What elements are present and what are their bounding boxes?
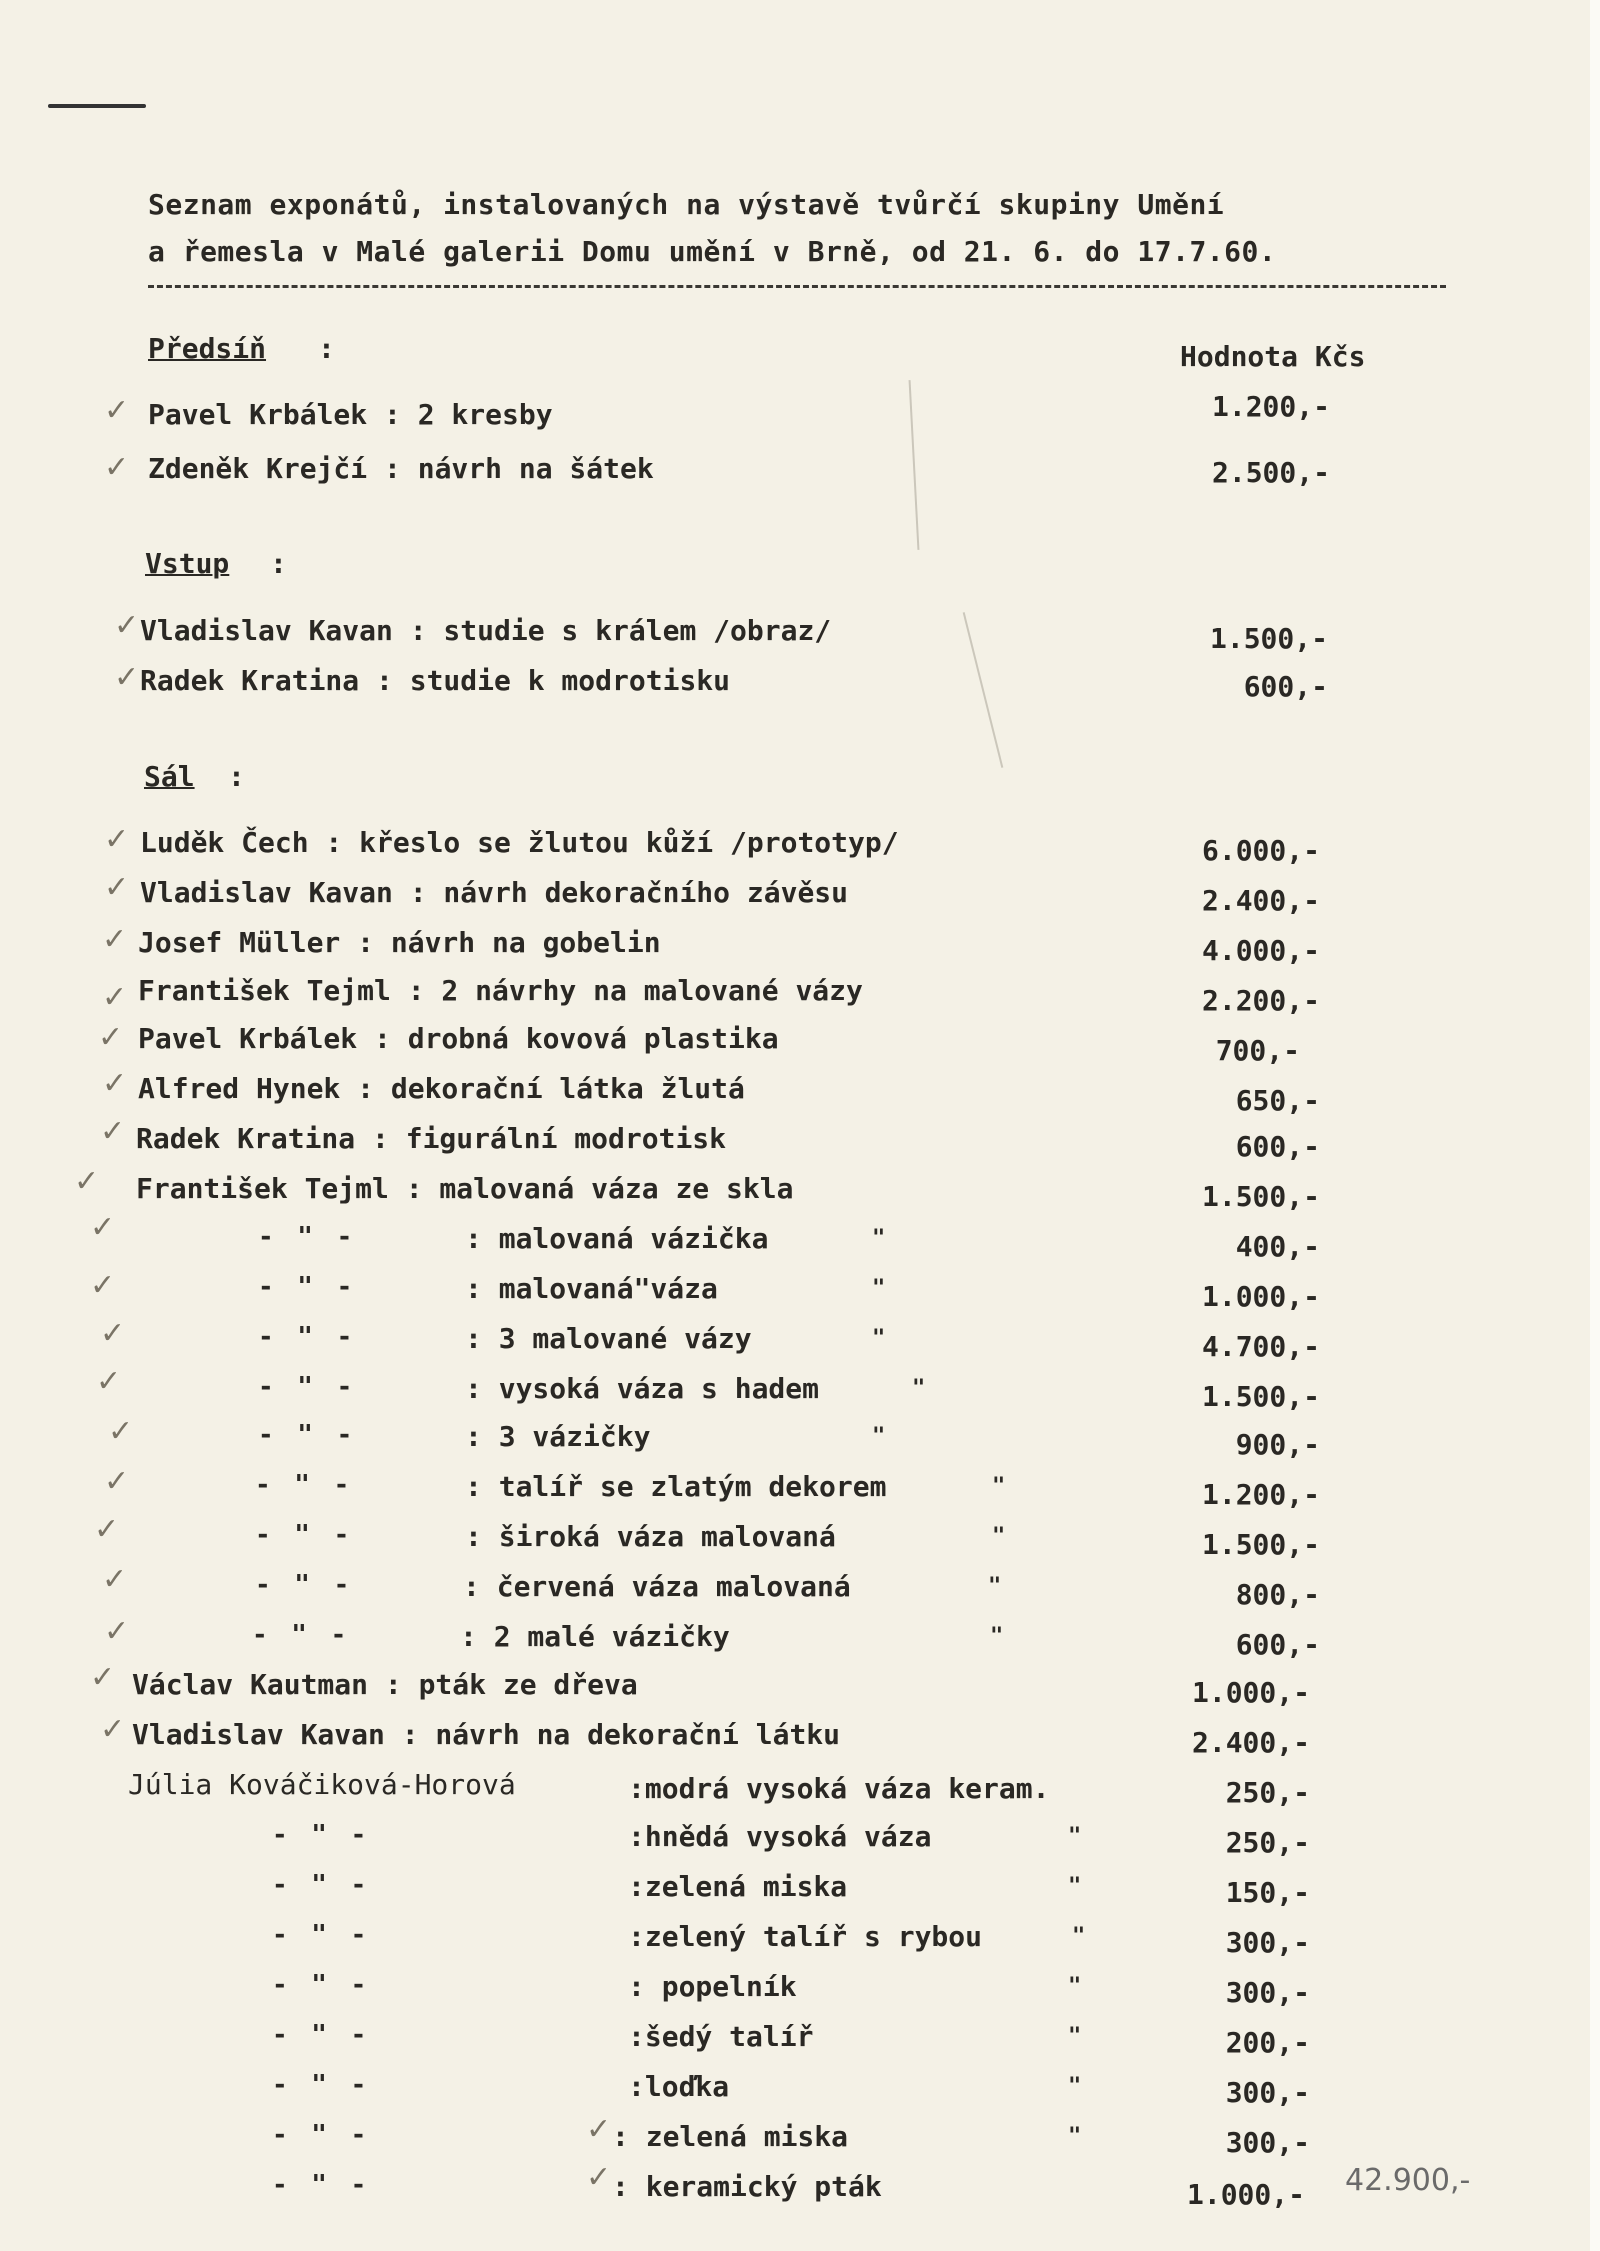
list-item-price: 600,-	[1243, 670, 1328, 703]
list-item-text: : vysoká váza s hadem	[465, 1372, 820, 1405]
ditto-quote: "	[912, 1376, 926, 1401]
list-item-text: Radek Kratina : figurální modrotisk	[136, 1122, 727, 1155]
list-item-price: 1.500,-	[1201, 1180, 1320, 1213]
section-colon: :	[270, 547, 287, 580]
list-item-text: :hnědá vysoká váza	[628, 1820, 932, 1853]
list-item-text: : talíř se zlatým dekorem	[465, 1470, 887, 1503]
check-mark-icon: ✓	[104, 393, 130, 428]
list-item-text: : popelník	[628, 1970, 797, 2003]
ditto-quote: "	[1068, 1974, 1082, 1999]
list-item-text: :zelená miska	[628, 1870, 848, 1903]
list-item-price: 600,-	[1235, 1628, 1320, 1661]
list-item-text: :loďka	[628, 2070, 730, 2103]
ditto-quote: "	[988, 1574, 1002, 1599]
ditto-quote: "	[990, 1624, 1004, 1649]
check-mark-icon: ✓	[586, 2160, 612, 2195]
list-item-text: Zdeněk Krejčí : návrh na šátek	[148, 452, 654, 485]
list-item-price: 600,-	[1235, 1130, 1320, 1163]
check-mark-icon: ✓	[104, 822, 130, 857]
list-item-price: 2.200,-	[1201, 984, 1320, 1017]
list-item-price: 800,-	[1235, 1578, 1320, 1611]
grand-total: 42.900,-	[1345, 2163, 1471, 2198]
list-item-price: 400,-	[1235, 1230, 1320, 1263]
check-mark-icon: ✓	[90, 1210, 116, 1245]
ditto-mark: - " -	[272, 1870, 371, 1900]
list-item-price: 300,-	[1225, 1976, 1310, 2009]
ditto-quote: "	[992, 1474, 1006, 1499]
section-heading-predsin: Předsíň	[148, 332, 267, 365]
section-heading-sal: Sál	[144, 760, 195, 793]
list-item-text: : zelená miska	[612, 2120, 849, 2153]
check-mark-icon: ✓	[104, 450, 130, 485]
list-item-text: : 3 vázičky	[465, 1420, 651, 1453]
ditto-mark: - " -	[272, 2020, 371, 2050]
ditto-mark: - " -	[272, 2070, 371, 2100]
ditto-quote: "	[1068, 1824, 1082, 1849]
list-item-text: Pavel Krbálek : drobná kovová plastika	[138, 1022, 779, 1055]
ditto-mark: - " -	[272, 2170, 371, 2200]
list-item-text: Radek Kratina : studie k modrotisku	[140, 664, 731, 697]
paper-edge	[1590, 0, 1600, 2251]
check-mark-icon: ✓	[102, 980, 128, 1015]
list-item-text: František Tejml : 2 návrhy na malované vázy	[138, 974, 863, 1007]
ditto-quote: "	[1068, 2074, 1082, 2099]
check-mark-icon: ✓	[104, 1614, 130, 1649]
ditto-mark: - " -	[258, 1372, 357, 1402]
list-item-price: 700,-	[1215, 1034, 1300, 1067]
section-colon: :	[318, 332, 335, 365]
list-item-text: Alfred Hynek : dekorační látka žlutá	[138, 1072, 745, 1105]
ditto-mark: - " -	[258, 1272, 357, 1302]
corner-dash-mark	[48, 104, 146, 108]
list-item-price: 1.500,-	[1201, 1380, 1320, 1413]
list-item-price: 6.000,-	[1201, 834, 1320, 867]
ditto-quote: "	[1072, 1924, 1086, 1949]
check-mark-icon: ✓	[74, 1164, 100, 1199]
ditto-quote: "	[992, 1524, 1006, 1549]
list-item-price: 1.200,-	[1211, 390, 1330, 423]
check-mark-icon: ✓	[102, 1066, 128, 1101]
ditto-mark: - " -	[272, 2120, 371, 2150]
list-item-text: :šedý talíř	[628, 2020, 814, 2053]
ditto-mark: - " -	[255, 1520, 354, 1550]
ditto-mark: - " -	[258, 1420, 357, 1450]
list-item-price: 2.500,-	[1211, 456, 1330, 489]
check-mark-icon: ✓	[108, 1414, 134, 1449]
list-item-price: 2.400,-	[1201, 884, 1320, 917]
ditto-mark: - " -	[258, 1322, 357, 1352]
list-item-text: Pavel Krbálek : 2 kresby	[148, 398, 553, 431]
check-mark-icon: ✓	[104, 870, 130, 905]
list-item-text: Václav Kautman : pták ze dřeva	[132, 1668, 638, 1701]
list-item-price: 1.200,-	[1201, 1478, 1320, 1511]
list-item-text: : 3 malované vázy	[465, 1322, 752, 1355]
check-mark-icon: ✓	[114, 660, 140, 695]
list-item-text: :modrá vysoká váza keram.	[628, 1772, 1050, 1805]
title-line-2: a řemesla v Malé galerii Domu umění v Brně, od 21. 6. do 17.7.60.	[148, 235, 1277, 268]
list-item-price: 300,-	[1225, 1926, 1310, 1959]
check-mark-icon: ✓	[100, 1316, 126, 1351]
check-mark-icon: ✓	[586, 2112, 612, 2147]
ditto-mark: - " -	[255, 1570, 354, 1600]
check-mark-icon: ✓	[90, 1660, 116, 1695]
list-item-text: Josef Müller : návrh na gobelin	[138, 926, 661, 959]
check-mark-icon: ✓	[96, 1364, 122, 1399]
list-item-text: : 2 malé vázičky	[460, 1620, 730, 1653]
list-item-price: 250,-	[1225, 1776, 1310, 1809]
list-item-text: :zelený talíř s rybou	[628, 1920, 983, 1953]
ditto-quote: "	[872, 1326, 886, 1351]
ditto-mark: - " -	[272, 1920, 371, 1950]
check-mark-icon: ✓	[114, 608, 140, 643]
ditto-quote: "	[872, 1424, 886, 1449]
list-item-text: : malovaná vázička	[465, 1222, 769, 1255]
ditto-quote: "	[872, 1226, 886, 1251]
list-item-price: 900,-	[1235, 1428, 1320, 1461]
list-item-price: 1.000,-	[1191, 1676, 1310, 1709]
pencil-stroke	[909, 380, 920, 550]
list-item-price: 150,-	[1225, 1876, 1310, 1909]
ditto-quote: "	[1068, 2124, 1082, 2149]
list-item-price: 250,-	[1225, 1826, 1310, 1859]
list-item-text: : široká váza malovaná	[465, 1520, 836, 1553]
section-colon: :	[228, 760, 245, 793]
list-item-text: Vladislav Kavan : návrh na dekorační látku	[132, 1718, 841, 1751]
title-line-1: Seznam exponátů, instalovaných na výstavě tvůrčí skupiny Umění	[148, 188, 1225, 221]
list-item-price: 1.000,-	[1186, 2178, 1305, 2211]
check-mark-icon: ✓	[94, 1512, 120, 1547]
check-mark-icon: ✓	[98, 1020, 124, 1055]
list-item-text: : keramický pták	[612, 2170, 882, 2203]
list-item-text: Vladislav Kavan : studie s králem /obraz/	[140, 614, 832, 647]
ditto-mark: - " -	[252, 1620, 351, 1650]
list-item-text: Vladislav Kavan : návrh dekoračního závěsu	[140, 876, 849, 909]
pencil-stroke	[963, 612, 1004, 768]
list-item-price: 300,-	[1225, 2126, 1310, 2159]
ditto-quote: "	[872, 1276, 886, 1301]
list-item-price: 300,-	[1225, 2076, 1310, 2109]
ditto-mark: - " -	[272, 1820, 371, 1850]
title-underline	[148, 285, 1446, 288]
check-mark-icon: ✓	[90, 1268, 116, 1303]
list-item-text: : červená váza malovaná	[463, 1570, 851, 1603]
list-item-text: František Tejml : malovaná váza ze skla	[136, 1172, 794, 1205]
section-heading-vstup: Vstup	[145, 547, 230, 580]
list-item-price: 2.400,-	[1191, 1726, 1310, 1759]
list-item-text: : malovaná"váza	[465, 1272, 718, 1305]
list-item-price: 4.000,-	[1201, 934, 1320, 967]
check-mark-icon: ✓	[100, 1114, 126, 1149]
list-item-price: 1.000,-	[1201, 1280, 1320, 1313]
ditto-quote: "	[1068, 2024, 1082, 2049]
list-item-price: 1.500,-	[1201, 1528, 1320, 1561]
check-mark-icon: ✓	[104, 1464, 130, 1499]
list-item-price: 1.500,-	[1209, 622, 1328, 655]
ditto-mark: - " -	[272, 1970, 371, 2000]
check-mark-icon: ✓	[102, 1562, 128, 1597]
list-item-author: Júlia Kováčiková-Horová	[128, 1768, 516, 1801]
check-mark-icon: ✓	[100, 1712, 126, 1747]
ditto-mark: - " -	[258, 1222, 357, 1252]
list-item-price: 4.700,-	[1201, 1330, 1320, 1363]
ditto-mark: - " -	[255, 1470, 354, 1500]
list-item-price: 650,-	[1235, 1084, 1320, 1117]
ditto-quote: "	[1068, 1874, 1082, 1899]
value-column-header: Hodnota Kčs	[1180, 340, 1366, 373]
list-item-price: 200,-	[1225, 2026, 1310, 2059]
list-item-text: Luděk Čech : křeslo se žlutou kůží /prototyp/	[140, 826, 899, 859]
check-mark-icon: ✓	[102, 922, 128, 957]
